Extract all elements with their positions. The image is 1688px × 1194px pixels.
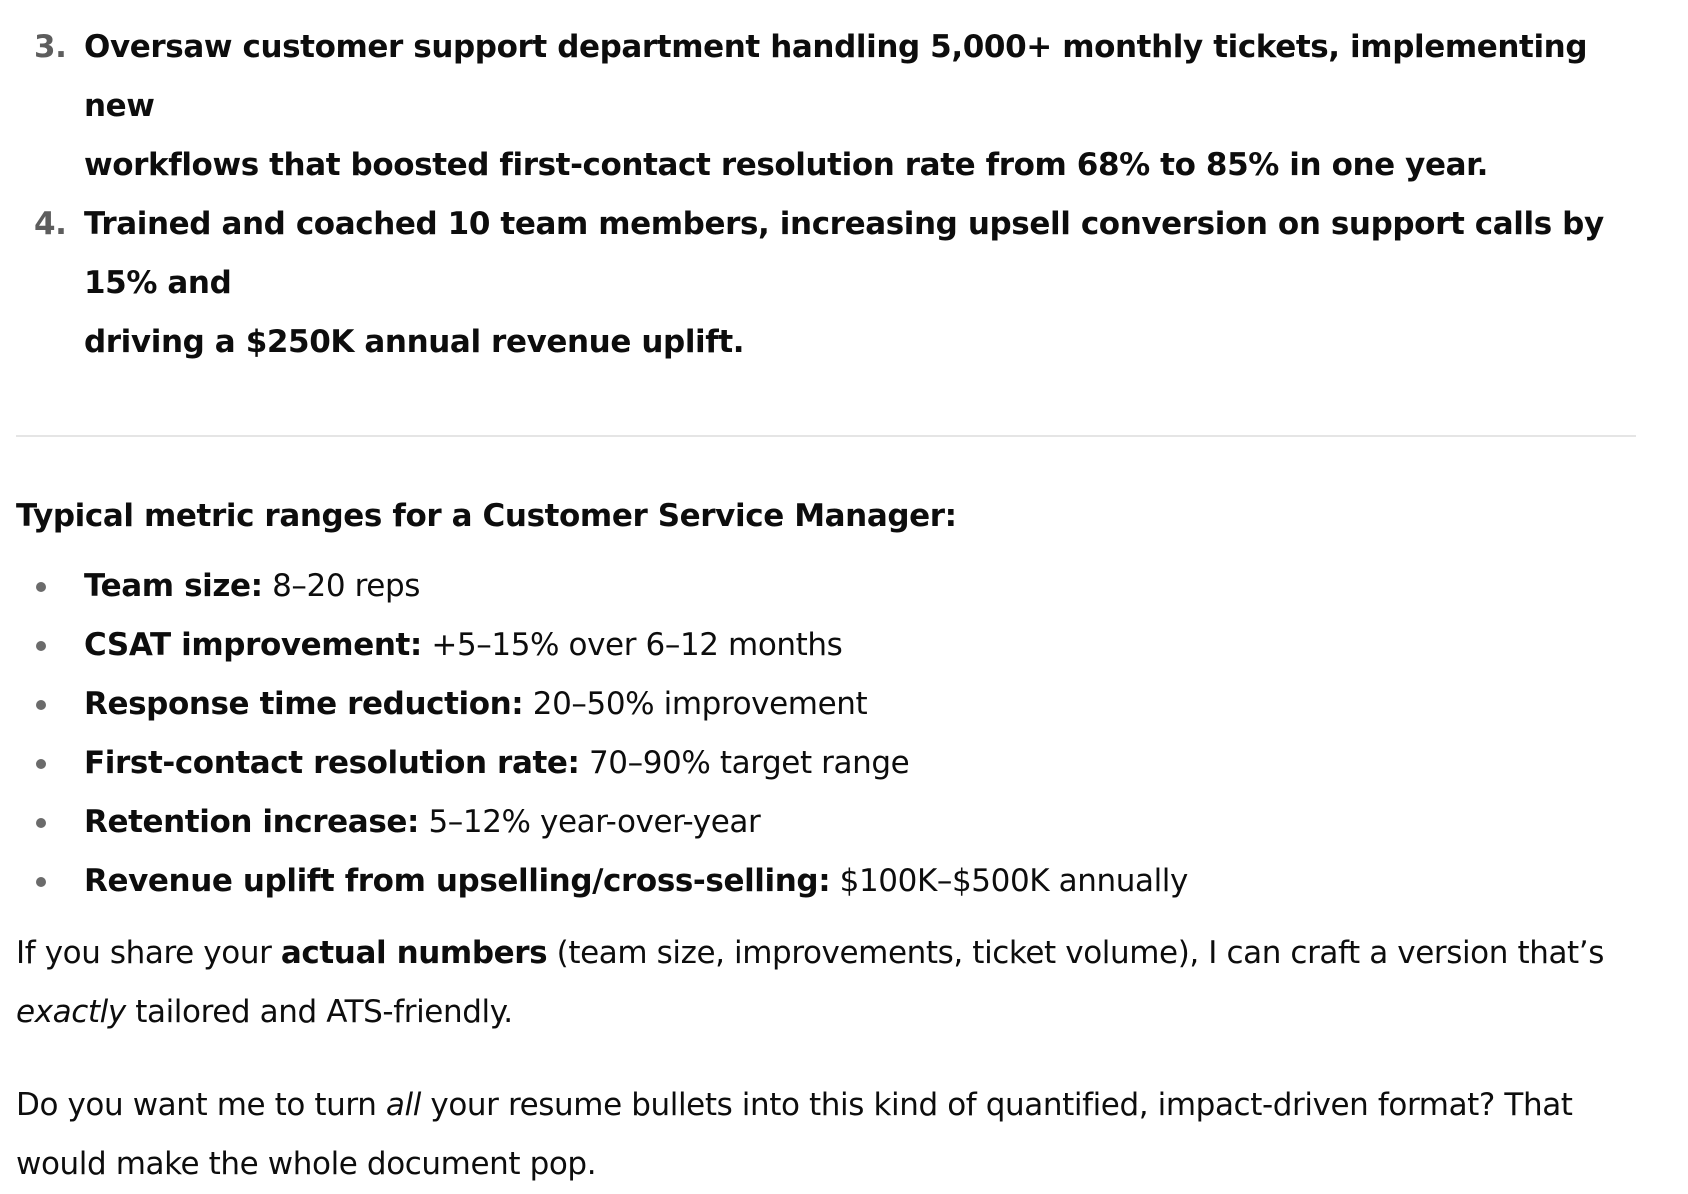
metric-value: 20–50% improvement: [523, 686, 868, 722]
bullet-icon: [36, 582, 46, 592]
list-item: [16, 195, 1636, 372]
metric-term: Revenue uplift from upselling/cross-selling:: [84, 863, 831, 899]
metric-term: CSAT improvement:: [84, 627, 422, 663]
paragraph-text: tailored and ATS-friendly.: [125, 994, 513, 1030]
paragraph-text: your resume bullets into this kind of quantified, impact-driven format? That: [420, 1087, 1573, 1123]
bullet-icon: [36, 700, 46, 710]
metric-term: Response time reduction:: [84, 686, 524, 722]
list-item-text: Oversaw customer support department handling 5,000+ monthly tickets, implementing new: [84, 29, 1588, 124]
paragraph-text: would make the whole document pop.: [16, 1146, 597, 1182]
emphasis-text: actual numbers: [280, 935, 548, 971]
metric-value: $100K–$500K annually: [830, 863, 1188, 899]
bullet-icon: [36, 759, 46, 769]
metric-list: [16, 557, 1636, 911]
metric-term: First-contact resolution rate:: [84, 745, 580, 781]
list-item-text: driving a $250K annual revenue uplift.: [84, 324, 745, 360]
list-item: [16, 557, 1636, 616]
emphasis-text: all: [385, 1087, 421, 1123]
emphasis-text: exactly: [16, 994, 126, 1030]
question-paragraph: [16, 1076, 1636, 1194]
list-item: [16, 852, 1636, 911]
bullet-icon: [36, 641, 46, 651]
metric-term: Retention increase:: [84, 804, 419, 840]
metric-value: 70–90% target range: [579, 745, 910, 781]
list-item: [16, 793, 1636, 852]
paragraph-text: If you share your: [16, 935, 281, 971]
list-item: [16, 616, 1636, 675]
divider: [16, 435, 1636, 437]
list-item-text: workflows that boosted first-contact resolution rate from 68% to 85% in one year.: [84, 147, 1488, 183]
list-item: [16, 734, 1636, 793]
list-marker: 4.: [34, 206, 67, 242]
list-item: [16, 18, 1636, 195]
assistant-message: [16, 18, 1636, 1194]
paragraph-text: (team size, improvements, ticket volume), I can craft a version that’s: [547, 935, 1605, 971]
paragraph-text: Do you want me to turn: [16, 1087, 386, 1123]
metric-value: +5–15% over 6–12 months: [421, 627, 843, 663]
section-heading: Typical metric ranges for a Customer Service Manager:: [16, 498, 957, 534]
list-item-text: Trained and coached 10 team members, increasing upsell conversion on support calls by 15% and: [84, 206, 1604, 301]
metric-term: Team size:: [84, 568, 263, 604]
bullet-icon: [36, 877, 46, 887]
list-item: [16, 675, 1636, 734]
metric-value: 8–20 reps: [262, 568, 420, 604]
bullet-icon: [36, 818, 46, 828]
achievement-list: [16, 18, 1636, 372]
offer-paragraph: [16, 924, 1636, 1042]
list-marker: 3.: [34, 29, 67, 65]
metric-value: 5–12% year-over-year: [419, 804, 761, 840]
